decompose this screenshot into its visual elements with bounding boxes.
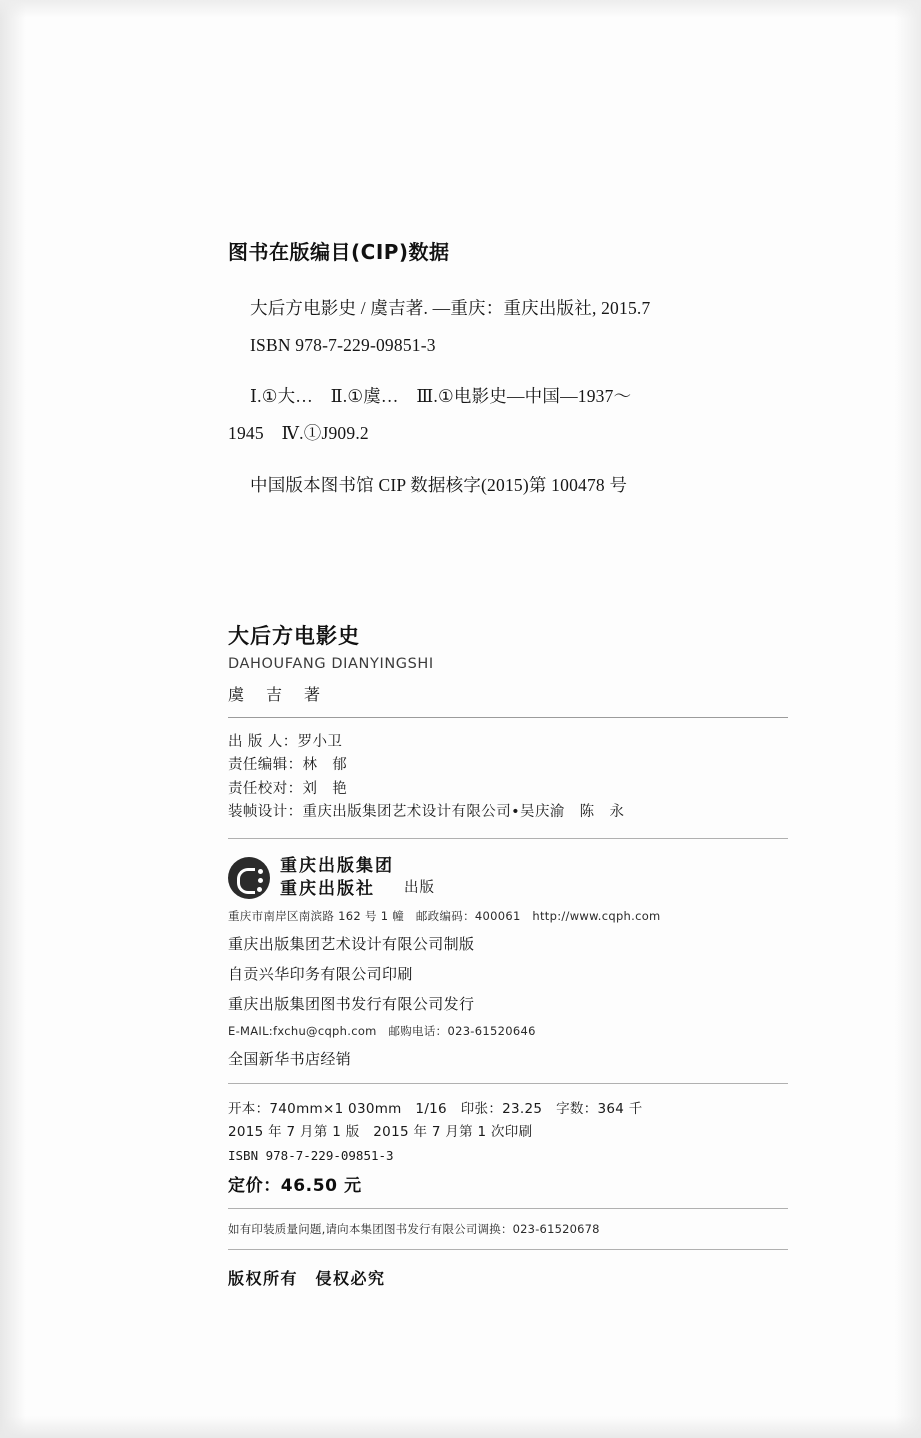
book-title-pinyin: DAHOUFANG DIANYINGSHI (228, 656, 434, 672)
scan-edge-right (895, 0, 921, 1438)
cip-classification-line-2: 1945 Ⅳ.①J909.2 (228, 423, 369, 444)
spec-edition: 2015 年 7 月第 1 版 2015 年 7 月第 1 次印刷 (228, 1124, 533, 1141)
publisher-distribution: 全国新华书店经销 (228, 1049, 352, 1068)
spec-price: 定价：46.50 元 (228, 1175, 362, 1196)
publisher-logo-icon (228, 857, 270, 899)
cip-citation-line: 大后方电影史 / 虞吉著. —重庆：重庆出版社, 2015.7 (250, 298, 651, 318)
publisher-names (280, 855, 394, 901)
cip-archive-number: 中国版本图书馆 CIP 数据核字(2015)第 100478 号 (250, 474, 628, 495)
copyright-notice: 版权所有 侵权必究 (228, 1268, 386, 1288)
cip-isbn-line: ISBN 978-7-229-09851-3 (250, 335, 436, 356)
cip-classification-line-1: Ⅰ.①大… Ⅱ.①虞… Ⅲ.①电影史—中国—1937～ (250, 386, 632, 407)
cip-spacer-2 (228, 458, 718, 472)
imprint-distributor: 重庆出版集团图书发行有限公司发行 (228, 994, 475, 1013)
divider-note-top (228, 1208, 788, 1209)
book-title: 大后方电影史 (228, 624, 360, 648)
divider-note-bottom (228, 1249, 788, 1250)
divider-middle (228, 838, 788, 839)
publisher-group-name: 重庆出版集团 (280, 855, 394, 876)
imprint-section (228, 620, 788, 1289)
book-author: 虞 吉 著 (228, 685, 324, 704)
scan-edge-left (0, 0, 26, 1438)
cip-section (228, 236, 718, 509)
staff-proofreader: 责任校对：刘 艳 (228, 780, 348, 797)
staff-credits (228, 731, 788, 825)
publisher-house-name: 重庆出版社 (280, 878, 375, 899)
divider-specs-top (228, 1083, 788, 1084)
publisher-email-line: E-MAIL:fxchu@cqph.com 邮购电话：023-61520646 (228, 1023, 536, 1038)
publisher-block (228, 855, 788, 1069)
spec-format: 开本：740mm×1 030mm 1/16 印张：23.25 字数：364 千 (228, 1100, 643, 1117)
scan-edge-bottom (0, 1416, 921, 1438)
scan-edge-top (0, 0, 921, 18)
divider-top (228, 717, 788, 718)
imprint-typesetting: 重庆出版集团艺术设计有限公司制版 (228, 934, 475, 953)
publisher-address: 重庆市南岸区南滨路 162 号 1 幢 邮政编码：400061 http://www.cqph.com (228, 908, 661, 923)
cip-heading: 图书在版编目(CIP)数据 (228, 240, 450, 264)
imprint-printer: 自贡兴华印务有限公司印刷 (228, 964, 413, 983)
staff-editor: 责任编辑：林 郁 (228, 757, 348, 774)
spacer-before-specs (228, 1069, 788, 1083)
staff-publisher-person: 出 版 人：罗小卫 (228, 734, 343, 750)
publisher-suffix: 出版 (404, 879, 435, 896)
publisher-logo-row (228, 855, 788, 901)
cip-spacer (228, 369, 718, 383)
staff-designer: 装帧设计：重庆出版集团艺术设计有限公司•吴庆渝 陈 永 (228, 804, 625, 821)
spacer-before-note (228, 1196, 788, 1208)
spec-isbn: ISBN 978-7-229-09851-3 (228, 1148, 394, 1164)
specs-block (228, 1098, 788, 1196)
quality-note: 如有印装质量问题,请向本集团图书发行有限公司调换：023-61520678 (228, 1221, 600, 1236)
